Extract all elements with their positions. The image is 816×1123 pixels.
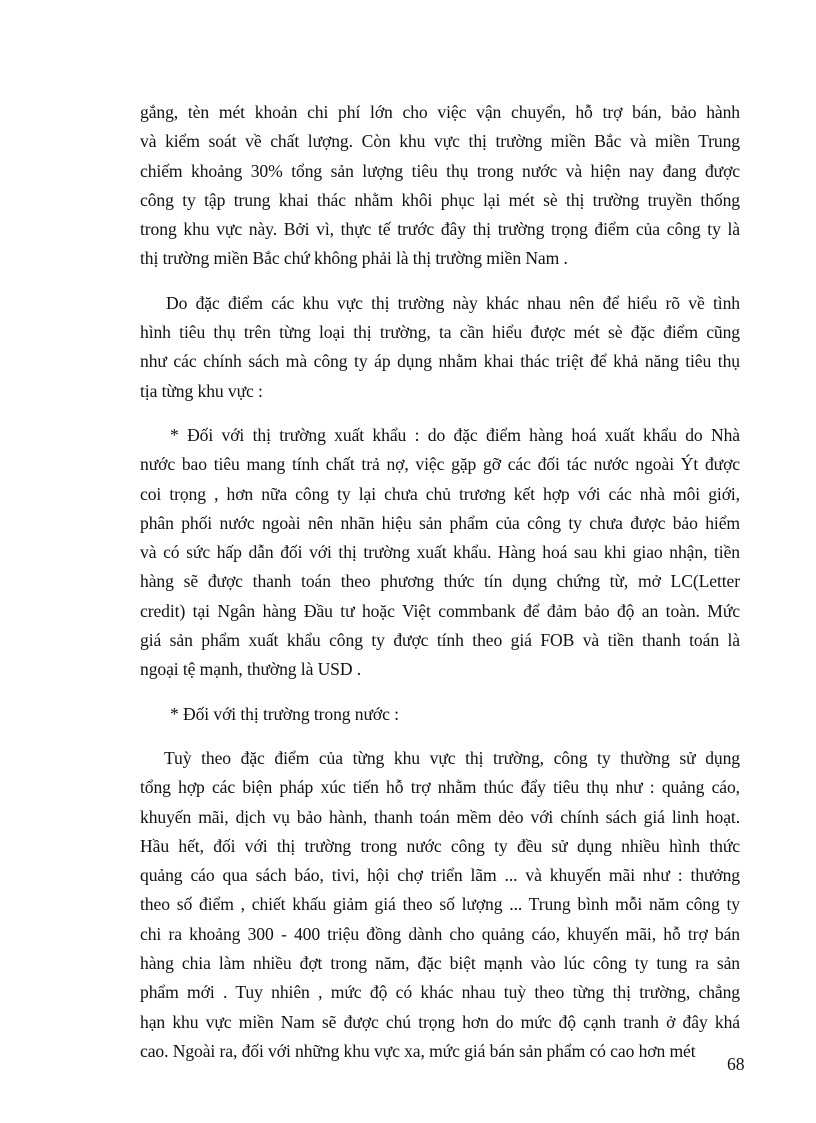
text-line: tịa từng khu vực : — [140, 380, 263, 401]
text-line: hàng sẽ được thanh toán theo phương thức tín dụng chứng từ, mở LC(Letter — [140, 571, 740, 592]
text-line: nước bao tiêu mang tính chất trả nợ, việc gặp gỡ các đối tác nước ngoài Ýt được — [140, 454, 740, 475]
text-line: quảng cáo qua sách báo, tivi, hội chợ triển lãm ... và khuyến mãi như : thưởng — [140, 865, 740, 886]
text-line: chi ra khoảng 300 - 400 triệu đồng dành cho quảng cáo, khuyến mãi, hỗ trợ bán — [140, 923, 740, 944]
text-line: coi trọng , hơn nữa công ty lại chưa chủ trương kết hợp với các nhà môi giới, — [140, 483, 740, 504]
text-line: công ty tập trung khai thác nhằm khôi phục lại mét sè thị trường truyền thống — [140, 189, 740, 210]
text-line: thị trường miền Bắc chứ không phải là thị trường miền Nam . — [140, 248, 568, 269]
text-line: và có sức hấp dẫn đối với thị trường xuất khẩu. Hàng hoá sau khi giao nhận, tiền — [140, 542, 740, 563]
text-line: hình tiêu thụ trên từng loại thị trường, ta cần hiểu được mét sè đặc điểm cũng — [140, 322, 740, 343]
paragraph-spacing — [140, 274, 740, 289]
paragraph-2 — [140, 289, 740, 406]
text-line: tổng hợp các biện pháp xúc tiến hỗ trợ nhằm thúc đẩy tiêu thụ như : quảng cáo, — [140, 777, 740, 798]
section-heading-domestic — [140, 700, 740, 729]
text-line: phẩm mới . Tuy nhiên , mức độ có khác nhau tuỳ theo từng thị trường, chẳng — [140, 982, 740, 1003]
paragraph-3 — [140, 421, 740, 685]
text-line: hạn khu vực miền Nam sẽ được chú trọng hơn do mức độ cạnh tranh ở đây khá — [140, 1011, 740, 1032]
paragraph-spacing — [140, 729, 740, 744]
text-line: ngoại tệ mạnh, thường là USD . — [140, 659, 362, 680]
text-line: credit) tại Ngân hàng Đầu tư hoặc Việt commbank để đảm bảo độ an toàn. Mức — [140, 600, 740, 621]
text-line: hàng chia làm nhiều đợt trong năm, đặc biệt mạnh vào lúc công ty tung ra sản — [140, 953, 740, 974]
text-line: Tuỳ theo đặc điểm của từng khu vực thị trường, công ty thường sử dụng — [164, 747, 740, 768]
text-line: phân phối nước ngoài nên nhãn hiệu sản phẩm của công ty chưa được bảo hiểm — [140, 512, 740, 533]
text-line: giá sản phẩm xuất khẩu công ty được tính theo giá FOB và tiền thanh toán là — [140, 630, 740, 651]
text-line: * Đối với thị trường trong nước : — [170, 703, 399, 724]
text-line: Hầu hết, đối với thị trường trong nước công ty đều sử dụng nhiều hình thức — [140, 835, 740, 856]
text-line: khuyến mãi, dịch vụ bảo hành, thanh toán mềm dẻo với chính sách giá linh hoạt. — [140, 806, 740, 827]
text-line: gắng, tèn mét khoản chi phí lớn cho việc vận chuyển, hỗ trợ bán, bảo hành — [140, 102, 740, 122]
text-line: như các chính sách mà công ty áp dụng nhằm khai thác triệt để khả năng tiêu thụ — [140, 351, 740, 372]
paragraph-spacing — [140, 406, 740, 421]
paragraph-spacing — [140, 685, 740, 700]
text-line: Do đặc điểm các khu vực thị trường này khác nhau nên để hiểu rõ về tình — [166, 292, 740, 313]
document-page — [140, 98, 740, 1066]
text-line: cao. Ngoài ra, đối với những khu vực xa, mức giá bán sản phẩm có cao hơn mét — [140, 1040, 696, 1061]
text-line: * Đối với thị trường xuất khẩu : do đặc điểm hàng hoá xuất khẩu do Nhà — [170, 424, 740, 445]
text-line: chiếm khoảng 30% tổng sản lượng tiêu thụ trong nước và hiện nay đang được — [140, 160, 740, 181]
page-number: 68 — [727, 1054, 745, 1074]
paragraph-1 — [140, 98, 740, 274]
text-line: và kiểm soát về chất lượng. Còn khu vực thị trường miền Bắc và miền Trung — [140, 131, 740, 152]
text-line: theo số điểm , chiết khấu giảm giá theo số lượng ... Trung bình mỗi năm công ty — [140, 894, 740, 915]
text-line: trong khu vực này. Bởi vì, thực tế trước đây thị trường trọng điểm của công ty là — [140, 219, 740, 240]
paragraph-5 — [140, 744, 740, 1066]
